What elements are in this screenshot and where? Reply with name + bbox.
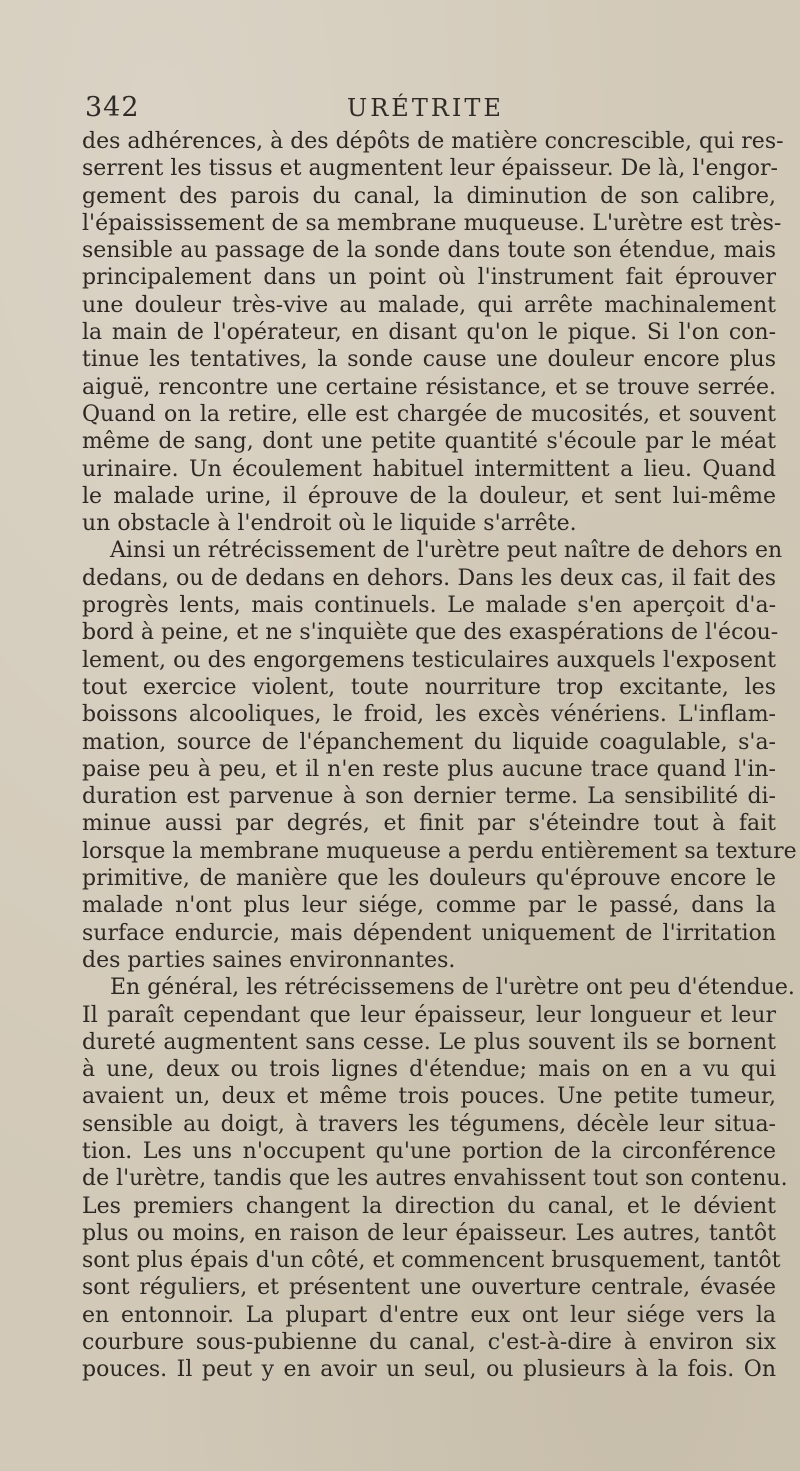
text-line: serrent les tissus et augmentent leur épaisseur. De là, l'engor- xyxy=(82,156,778,182)
text-line: tinue les tentatives, la sonde cause une douleur encore plus xyxy=(82,347,776,373)
text-line: paise peu à peu, et il n'en reste plus aucune trace quand l'in- xyxy=(82,756,776,782)
text-line: à une, deux ou trois lignes d'étendue; mais on en a vu qui xyxy=(82,1057,776,1083)
text-line: avaient un, deux et même trois pouces. Une petite tumeur, xyxy=(82,1084,776,1110)
text-line: urinaire. Un écoulement habituel intermittent a lieu. Quand xyxy=(82,456,776,482)
text-line: des parties saines environnantes. xyxy=(82,947,456,973)
text-line: gement des parois du canal, la diminution de son calibre, xyxy=(82,183,776,209)
text-line: courbure sous-pubienne du canal, c'est-à-dire à environ six xyxy=(82,1330,776,1356)
page-number: 342 xyxy=(85,92,140,123)
text-line: sensible au doigt, à travers les tégumens, décèle leur situa- xyxy=(82,1111,776,1137)
text-line: bord à peine, et ne s'inquiète que des exaspérations de l'écou- xyxy=(82,620,779,646)
text-line: Ainsi un rétrécissement de l'urètre peut naître de dehors en xyxy=(110,538,783,564)
text-line: Il paraît cependant que leur épaisseur, leur longueur et leur xyxy=(82,1002,776,1028)
text-line: malade n'ont plus leur siége, comme par le passé, dans la xyxy=(82,893,776,919)
text-line: duration est parvenue à son dernier terme. La sensibilité di- xyxy=(82,784,776,810)
text-line: de l'urètre, tandis que les autres envahissent tout son contenu. xyxy=(82,1166,788,1192)
text-line: sensible au passage de la sonde dans toute son étendue, mais xyxy=(82,238,776,264)
text-line: le malade urine, il éprouve de la douleur, et sent lui-même xyxy=(82,483,776,509)
text-line: primitive, de manière que les douleurs qu'éprouve encore le xyxy=(82,866,776,892)
text-line: une douleur très-vive au malade, qui arrête machinalement xyxy=(82,292,776,318)
text-line: Quand on la retire, elle est chargée de mucosités, et souvent xyxy=(82,401,776,427)
running-head xyxy=(85,92,725,132)
text-line: aiguë, rencontre une certaine résistance, et se trouve serrée. xyxy=(82,374,776,400)
text-line: l'épaississement de sa membrane muqueuse. L'urètre est très- xyxy=(82,210,782,236)
text-line: sont réguliers, et présentent une ouverture centrale, évasée xyxy=(82,1275,776,1301)
text-line: même de sang, dont une petite quantité s'écoule par le méat xyxy=(82,429,776,455)
text-line: des adhérences, à des dépôts de matière concrescible, qui res- xyxy=(82,129,784,154)
text-line: surface endurcie, mais dépendent uniquement de l'irritation xyxy=(82,920,776,946)
text-line: minue aussi par degrés, et finit par s'éteindre tout à fait xyxy=(82,811,776,837)
text-line: un obstacle à l'endroit où le liquide s'arrête. xyxy=(82,511,577,537)
text-line: la main de l'opérateur, en disant qu'on le pique. Si l'on con- xyxy=(82,320,776,346)
text-line: tout exercice violent, toute nourriture trop excitante, les xyxy=(82,674,776,700)
body-text xyxy=(82,128,797,1384)
text-line: lement, ou des engorgemens testiculaires auxquels l'exposent xyxy=(82,647,776,673)
text-line: En général, les rétrécissemens de l'urètre ont peu d'étendue. xyxy=(110,975,795,1001)
text-line: progrès lents, mais continuels. Le malade s'en aperçoit d'a- xyxy=(82,593,776,619)
text-line: plus ou moins, en raison de leur épaisseur. Les autres, tantôt xyxy=(82,1220,776,1246)
text-line: dedans, ou de dedans en dehors. Dans les deux cas, il fait des xyxy=(82,565,776,591)
text-line: principalement dans un point où l'instrument fait éprouver xyxy=(82,265,776,291)
text-line: tion. Les uns n'occupent qu'une portion de la circonférence xyxy=(82,1138,776,1164)
running-title: URÉTRITE xyxy=(347,94,504,122)
text-line: dureté augmentent sans cesse. Le plus souvent ils se bornent xyxy=(82,1029,776,1055)
text-line: Les premiers changent la direction du canal, et le dévient xyxy=(82,1193,776,1219)
text-line: pouces. Il peut y en avoir un seul, ou plusieurs à la fois. On xyxy=(82,1357,776,1383)
text-line: mation, source de l'épanchement du liquide coagulable, s'a- xyxy=(82,729,776,755)
text-line: en entonnoir. La plupart d'entre eux ont leur siége vers la xyxy=(82,1302,776,1328)
text-line: sont plus épais d'un côté, et commencent brusquement, tantôt xyxy=(82,1248,781,1274)
text-line: boissons alcooliques, le froid, les excès vénériens. L'inflam- xyxy=(82,702,776,728)
text-line: lorsque la membrane muqueuse a perdu entièrement sa texture xyxy=(82,838,797,864)
